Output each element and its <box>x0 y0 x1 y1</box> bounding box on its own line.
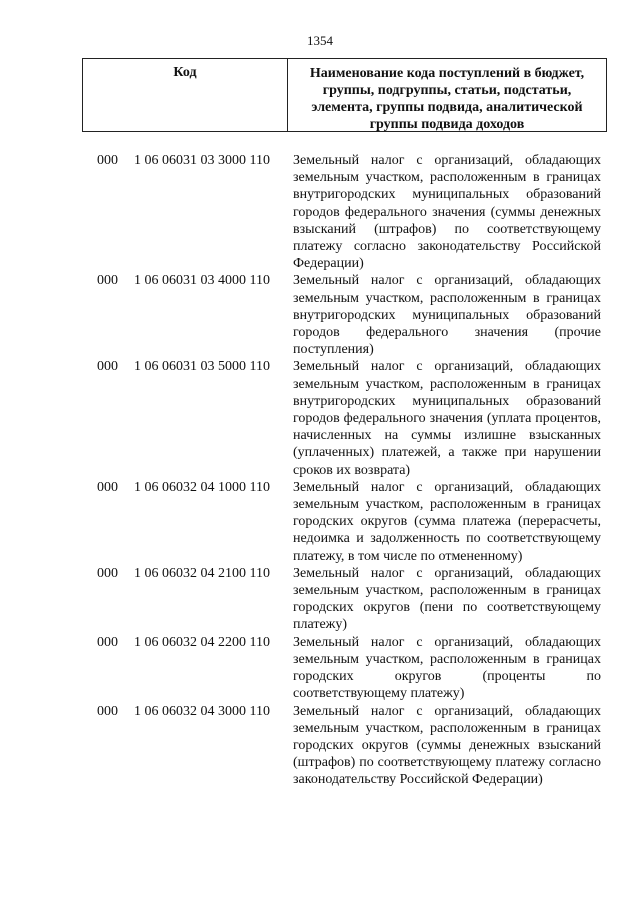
income-description: Земельный налог с организаций, обладающих земельным участком, расположенным в границах городских округов (пени по соответствующему платежу) <box>293 565 601 633</box>
income-code: 1 06 06031 03 4000 110 <box>134 273 270 289</box>
income-code: 1 06 06031 03 5000 110 <box>134 359 270 375</box>
admin-code: 000 <box>97 565 118 581</box>
income-code: 1 06 06032 04 2100 110 <box>134 565 270 581</box>
income-description: Земельный налог с организаций, обладающих земельным участком, расположенным в границах городских округов (суммы денежных взысканий (штрафов) по соответствующему платежу согласно законодательству Российской Федерации) <box>293 703 601 788</box>
income-code: 1 06 06032 04 1000 110 <box>134 479 270 495</box>
header-code-label: Код <box>83 59 288 131</box>
page-number: 1354 <box>307 33 333 48</box>
table-row <box>0 565 640 634</box>
header-name-label: Наименование кода поступлений в бюджет, группы, подгруппы, статьи, подстатьи, элемента, группы подвида, аналитической группы подвида доходов <box>309 66 585 132</box>
table-row <box>0 272 640 358</box>
income-code: 1 06 06032 04 2200 110 <box>134 634 270 650</box>
table-row <box>0 703 640 789</box>
admin-code: 000 <box>97 273 118 289</box>
table-row <box>0 479 640 565</box>
table-body <box>0 152 640 789</box>
table-header <box>82 58 607 132</box>
income-description: Земельный налог с организаций, обладающих земельным участком, расположенным в границах внутригородских муниципальных образований городов федерального значения (уплата процентов, начисленных на суммы излишне взысканных (уплаченных) платежей, а также при нарушении сроков их возврата) <box>293 359 601 478</box>
income-description: Земельный налог с организаций, обладающих земельным участком, расположенным в границах городских округов (сумма платежа (перерасчеты, недоимка и задолженность по соответствующему платежу, в том числе по отмененному) <box>293 479 601 564</box>
income-code: 1 06 06031 03 3000 110 <box>134 153 270 168</box>
admin-code: 000 <box>97 153 118 168</box>
income-description: Земельный налог с организаций, обладающих земельным участком, расположенным в границах внутригородских муниципальных образований городов федерального значения (прочие поступления) <box>293 273 601 358</box>
admin-code: 000 <box>97 703 118 719</box>
income-description: Земельный налог с организаций, обладающих земельным участком, расположенным в границах городских округов (проценты по соответствующему платежу) <box>293 634 601 702</box>
income-description: Земельный налог с организаций, обладающих земельным участком, расположенным в границах внутригородских муниципальных образований городов федерального значения (суммы денежных взысканий (штрафов) по соответствующему платежу согласно законодательству Российской Федерации) <box>293 153 601 272</box>
table-row <box>0 152 640 272</box>
admin-code: 000 <box>97 359 118 375</box>
admin-code: 000 <box>97 479 118 495</box>
income-code: 1 06 06032 04 3000 110 <box>134 703 270 719</box>
table-row <box>0 634 640 703</box>
admin-code: 000 <box>97 634 118 650</box>
table-row <box>0 358 640 478</box>
